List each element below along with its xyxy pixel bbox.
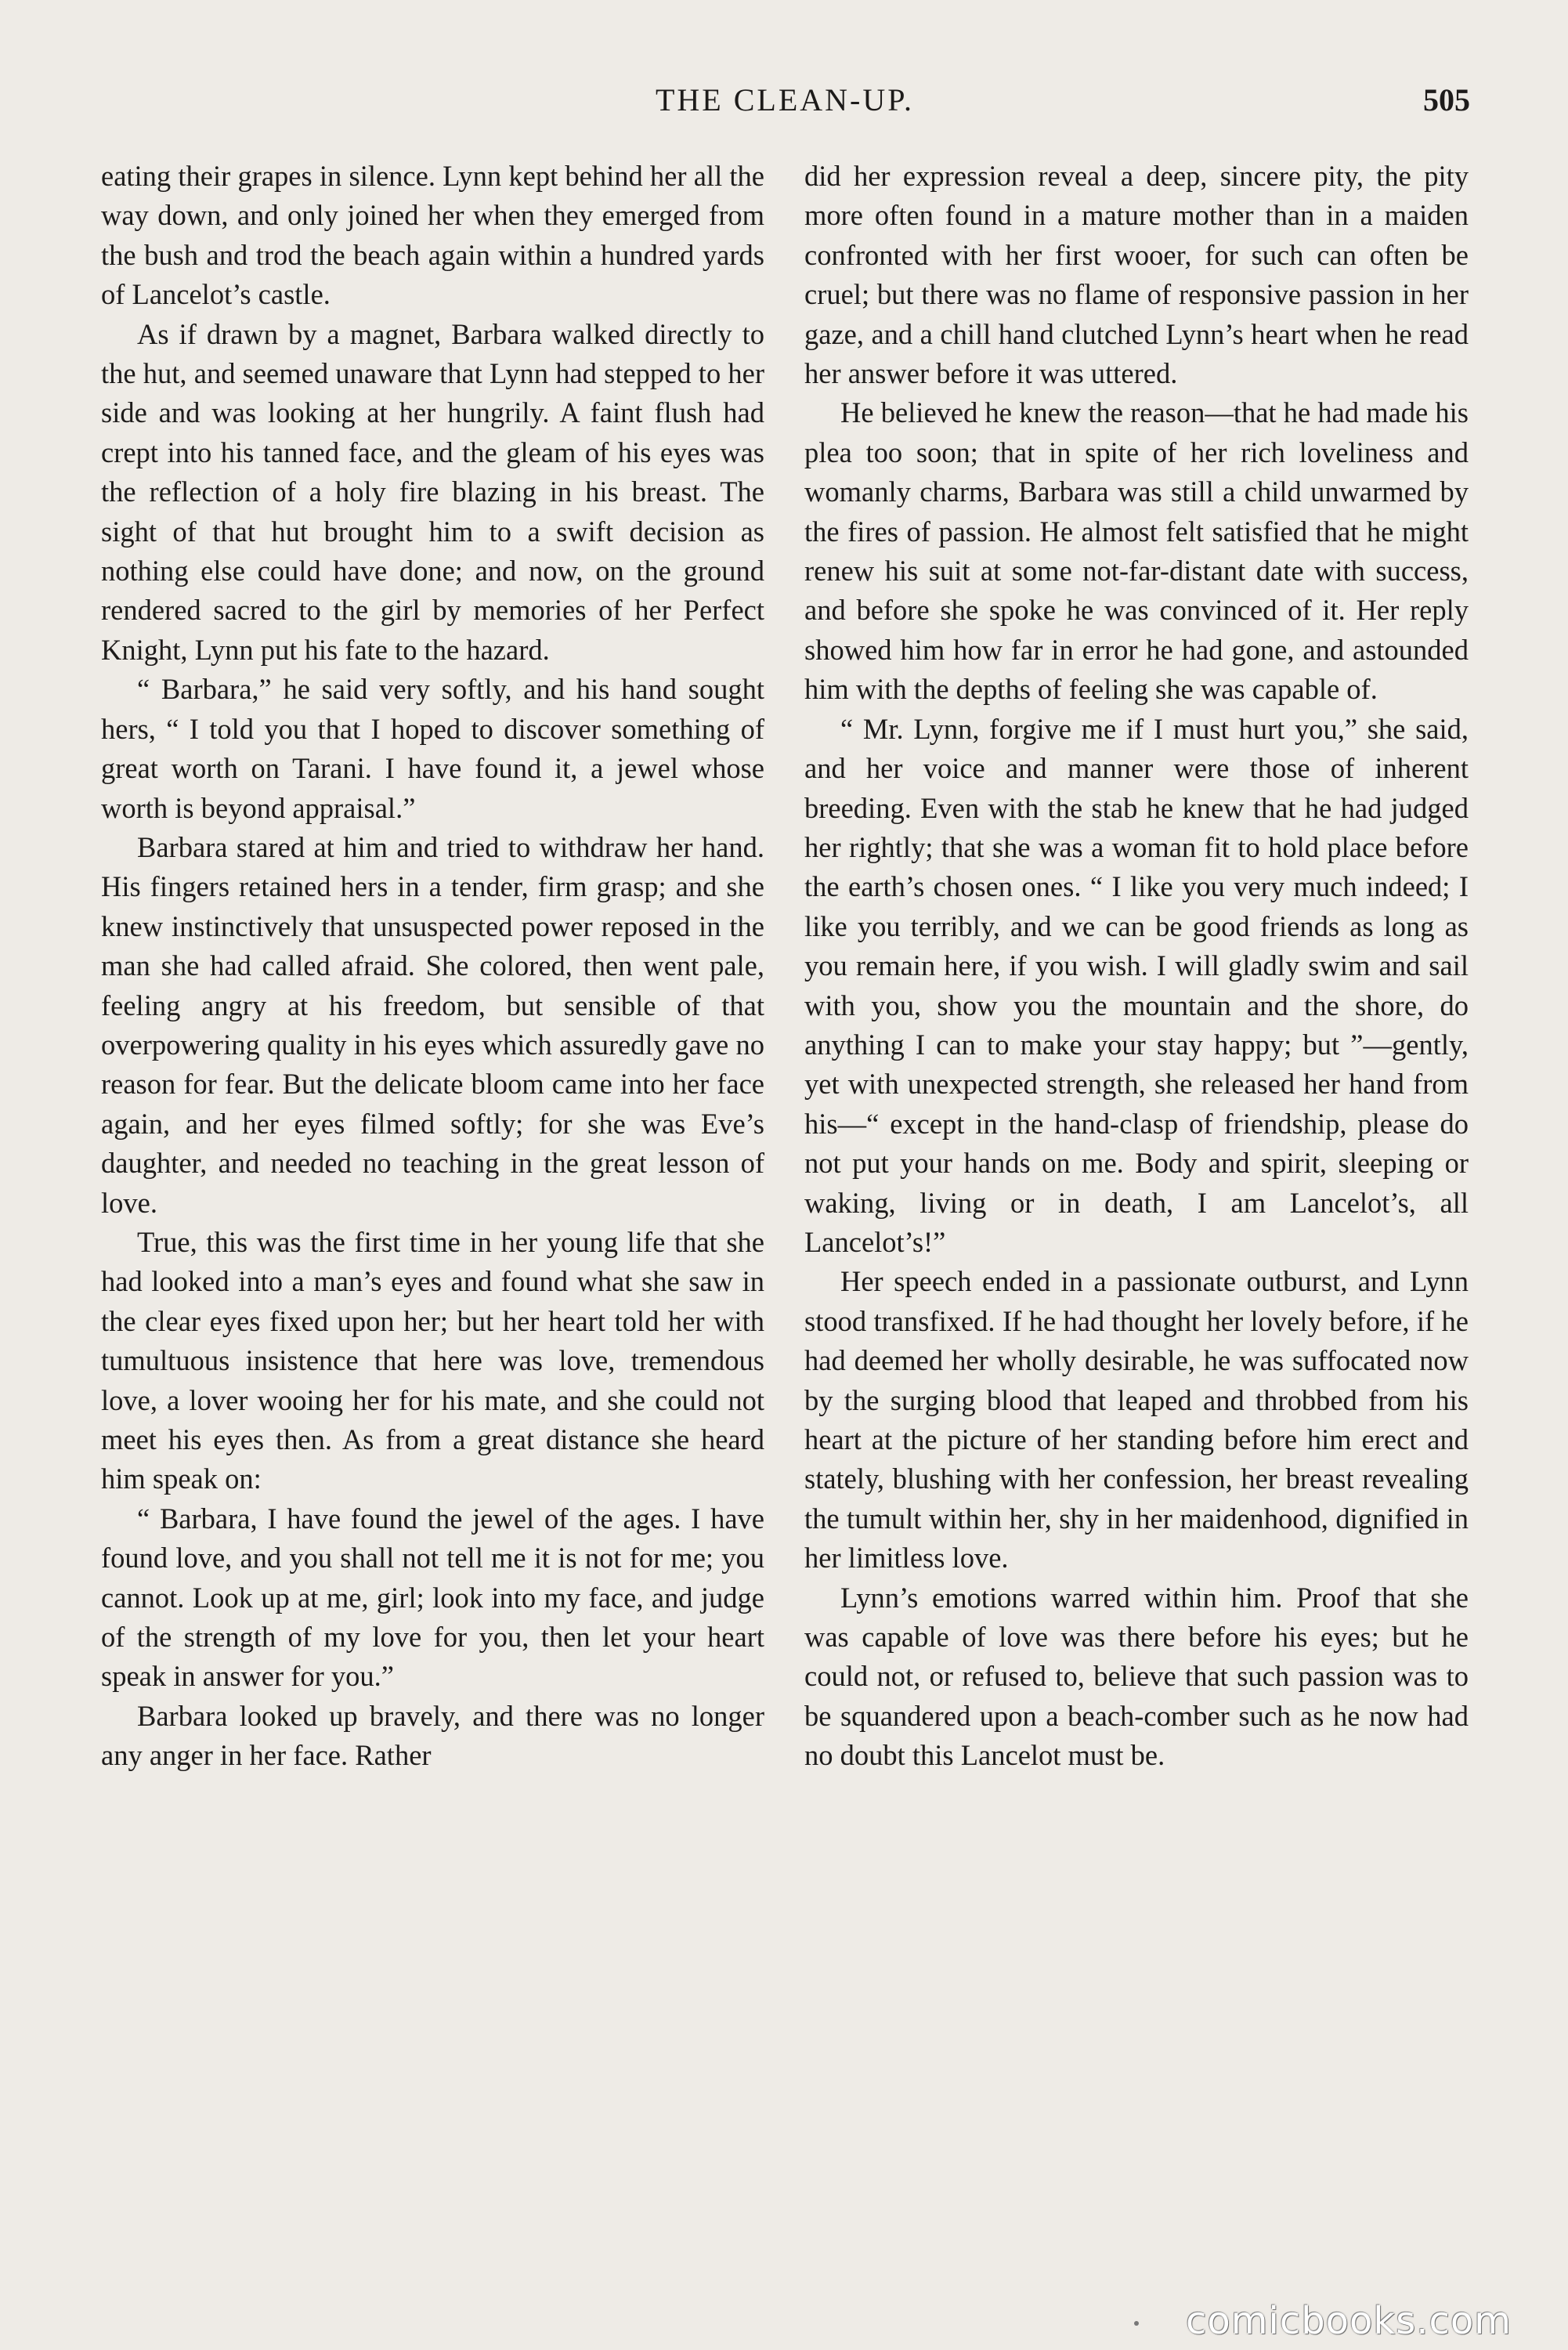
paragraph: “ Mr. Lynn, forgive me if I must hurt you,” she said, and her voice and manner were those of inherent breeding. Even with the stab he knew that he had judged her rightly; that she was a woman fit to hold place before the earth’s chosen ones. “ I like you very much indeed; I like you terribly, and we can be good friends as long as you remain here, if you wish. I will gladly swim and sail with you, show you the mountain and the shore, do anything I can to make your stay happy; but ”—gently, yet with unexpected strength, she released her hand from his—“ except in the hand-clasp of friendship, please do not put your hands on me. Body and spirit, sleeping or waking, living or in death, I am Lancelot’s, all Lancelot’s!”	[804, 712, 1469, 1258]
paragraph: As if drawn by a magnet, Barbara walked directly to the hut, and seemed unaware that Lynn had stepped to her side and was looking at her hungrily. A faint flush had crept into his tanned face, and the gleam of his eyes was the reflection of a holy fire blazing in his breast. The sight of that hut brought him to a swift decision as nothing else could have done; and now, on the ground rendered sacred to the girl by memories of her Perfect Knight, Lynn put his fate to the hazard.	[101, 317, 764, 666]
running-title: THE CLEAN-UP.	[655, 82, 915, 118]
running-head	[99, 81, 1470, 128]
watermark: comicbooks.com	[1185, 2299, 1512, 2343]
page-number: 505	[1423, 82, 1470, 118]
watermark-dot	[1134, 2321, 1139, 2326]
paragraph: He believed he knew the reason—that he had made his plea too soon; that in spite of her rich loveliness and womanly charms, Barbara was still a child unwarmed by the fires of passion. He almost felt satisfied that he might renew his suit at some not-far-distant date with success, and before she spoke he was convinced of it. Her reply showed him how far in error he had gone, and astounded him with the depths of feeling she was capable of.	[804, 396, 1469, 706]
paragraph: Barbara looked up bravely, and there was no longer any anger in her face. Rather	[101, 1699, 764, 1772]
paragraph: True, this was the first time in her young life that she had looked into a man’s eyes and found what she saw in the clear eyes fixed upon her; but her heart told her with tumultuous insistence that here was love, tremendous love, a lover wooing her for his mate, and she could not meet his eyes then. As from a great distance she heard him speak on:	[101, 1225, 764, 1495]
paragraph: did her expression reveal a deep, sincere pity, the pity more often found in a mature mother than in a maiden confronted with her first wooer, for such can often be cruel; but there was no flame of responsive passion in her gaze, and a chill hand clutched Lynn’s heart when he read her answer before it was uttered.	[804, 160, 1469, 390]
paragraph: Barbara stared at him and tried to withdraw her hand. His fingers retained hers in a tender, firm grasp; and she knew instinctively that unsuspected power reposed in the man she had called afraid. She colored, then went pale, feeling angry at his freedom, but sensible of that overpowering quality in his eyes which assuredly gave no reason for fear. But the delicate bloom came into her face again, and her eyes filmed softly; for she was Eve’s daughter, and needed no teaching in the great lesson of love.	[101, 830, 764, 1219]
right-column	[804, 157, 1469, 1776]
paragraph: eating their grapes in silence. Lynn kept behind her all the way down, and only joined her when they emerged from the bush and trod the beach again within a hundred yards of Lancelot’s castle.	[101, 160, 764, 311]
paragraph: “ Barbara, I have found the jewel of the ages. I have found love, and you shall not tell me it is not for me; you cannot. Look up at me, girl; look into my face, and judge of the strength of my love for you, then let your heart speak in answer for you.”	[101, 1502, 764, 1693]
paragraph: Lynn’s emotions warred within him. Proof that she was capable of love was there before his eyes; but he could not, or refused to, believe that such passion was to be squandered upon a beach-comber such as he now had no doubt this Lancelot must be.	[804, 1581, 1469, 1772]
paragraph: “ Barbara,” he said very softly, and his hand sought hers, “ I told you that I hoped to discover something of great worth on Tarani. I have found it, a jewel whose worth is beyond appraisal.”	[101, 673, 764, 824]
left-column	[101, 157, 764, 1776]
paragraph: Her speech ended in a passionate outburst, and Lynn stood transfixed. If he had thought her lovely before, if he had deemed her wholly desirable, he was suffocated now by the surging blood that leaped and throbbed from his heart at the picture of her standing before him erect and stately, blushing with her confession, her breast revealing the tumult within her, shy in her maidenhood, dignified in her limitless love.	[804, 1265, 1469, 1574]
